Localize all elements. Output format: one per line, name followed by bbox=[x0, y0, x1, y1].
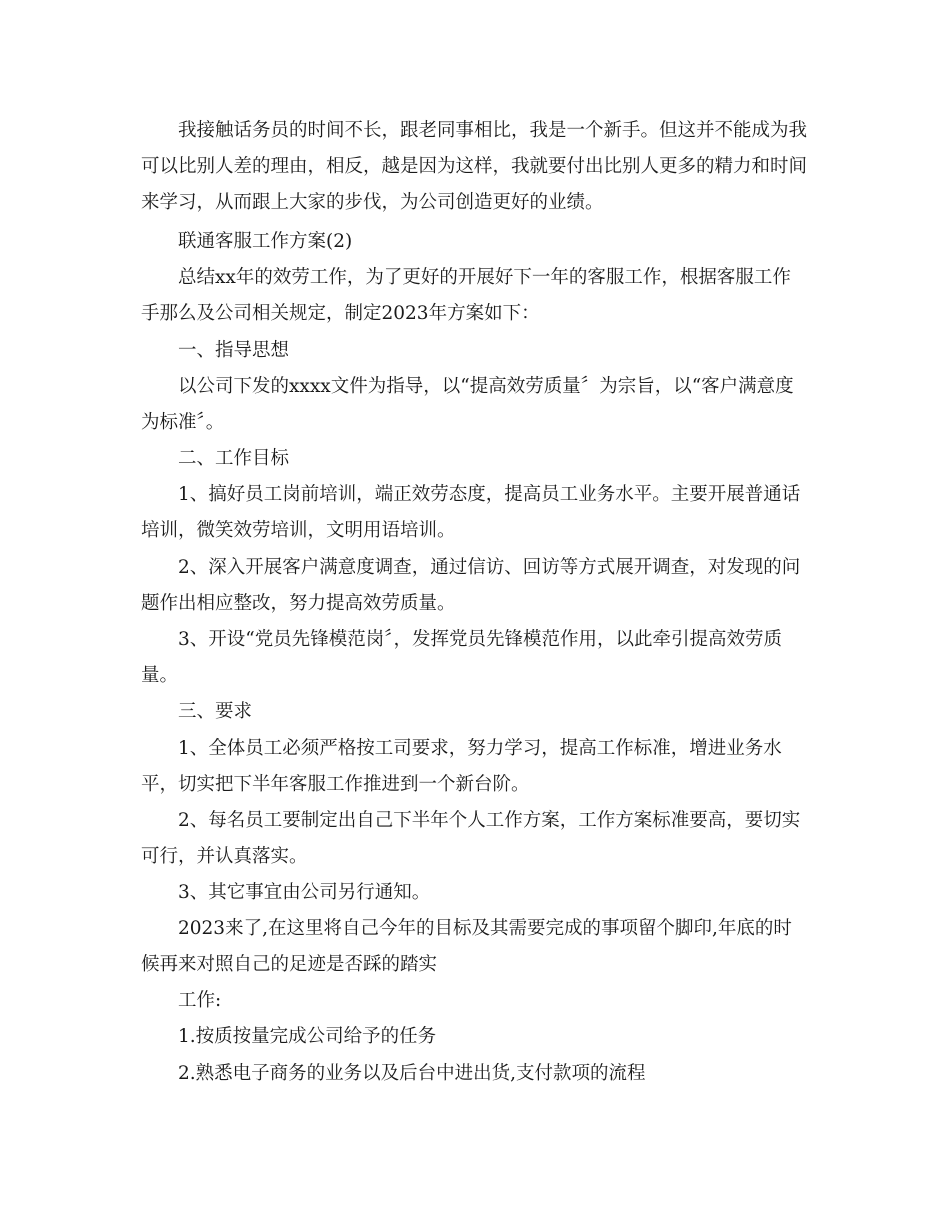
requirement-item-2: 2、每名员工要制定出自己下半年个人工作方案，工作方案标准要高，要切实可行，并认真落实。 bbox=[141, 810, 801, 867]
section-title-plan-2: 联通客服工作方案(2) bbox=[178, 231, 353, 252]
requirement-item-1: 1、全体员工必须严格按工司要求，努力学习，提高工作标准，增进业务水平，切实把下半年客服工作推进到一个新台阶。 bbox=[141, 738, 782, 795]
paragraph-guiding-thought: 以公司下发的xxxx文件为指导，以“提高效劳质量〞为宗旨，以“客户满意度为标准〞。 bbox=[141, 376, 794, 433]
paragraph-newcomer: 我接触话务员的时间不长，跟老同事相比，我是一个新手。但这并不能成为我可以比别人差的理由，相反，越是因为这样，我就要付出比别人更多的精力和时间来学习，从而跟上大家的步伐，为公司创造更好的业绩。 bbox=[141, 120, 808, 213]
requirement-item-3: 3、其它事宜由公司另行通知。 bbox=[178, 882, 431, 903]
heading-guiding-thought: 一、指导思想 bbox=[178, 340, 290, 361]
paragraph-summary: 总结xx年的效劳工作，为了更好的开展好下一年的客服工作，根据客服工作手那么及公司相关规定，制定2023年方案如下： bbox=[141, 267, 791, 324]
heading-work-goals: 二、工作目标 bbox=[178, 448, 290, 469]
work-item-1: 1.按质按量完成公司给予的任务 bbox=[178, 1026, 437, 1047]
paragraph-2023-goals: 2023来了,在这里将自己今年的目标及其需要完成的事项留个脚印,年底的时候再来对照自己的足迹是否踩的踏实 bbox=[141, 918, 792, 975]
heading-work: 工作: bbox=[178, 990, 222, 1011]
goal-item-3: 3、开设“党员先锋模范岗〞，发挥党员先锋模范作用，以此牵引提高效劳质量。 bbox=[141, 629, 782, 686]
goal-item-2: 2、深入开展客户满意度调查，通过信访、回访等方式展开调查，对发现的问题作出相应整改，努力提高效劳质量。 bbox=[141, 557, 801, 614]
goal-item-1: 1、搞好员工岗前培训，端正效劳态度，提高员工业务水平。主要开展普通话培训，微笑效劳培训，文明用语培训。 bbox=[141, 484, 801, 541]
heading-requirements: 三、要求 bbox=[178, 701, 253, 722]
work-item-2: 2.熟悉电子商务的业务以及后台中进出货,支付款项的流程 bbox=[178, 1063, 646, 1084]
